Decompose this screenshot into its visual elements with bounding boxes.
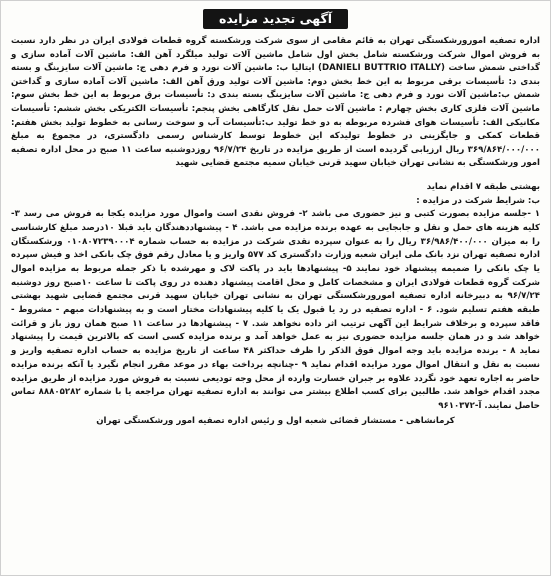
conditions-body: ۱ -جلسه مزایده بصورت کتبی و نیز حضوری می باشد ۲- فروش نقدی است واموال مورد مزایده یکجا به فروش می رسد ۳-کلیه هزینه های حمل و نقل و جابجایی به عهده برنده مزایده می باشد. ۴ - پیشنهاددهندگان باید قبلا ۱۰درصد مبلغ کارشناسی را به میزان ۳۶/۹۸۶/۴۰۰/۰۰۰ ریال را به عنوان سپرده نقدی شرکت در مزایده به حساب شماره ۰۱۰۸۰۷۲۳۹۰۰۰۴ ورشکستگان اداره تصفیه تهران نزد بانک ملی ایران شعبه وزارت دادگستری کد ۵۷۷ واریز و یا معادل رقم فوق چک بانکی اخذ و فیش سپرده یا چک بانکی را ضمیمه پیشنهاد خود نمایند ۵- پیشنهادها باید در پاکت لاک و مهرشده با ذکر جمله مربوط به مزایده اموال شرکت گروه قطعات فولادی ایران و مشخصات کامل و محل اقامت پیشنهاد دهنده در روی پاکت تا ساعت ۱۰صبح روز دوشنبه ۹۶/۷/۲۴ به دبیرخانه اداره تصفیه امورورشکستگی تهران به نشانی تهران خیابان سهید قرنی مجتمع قضایی شهید بهشتی طبقه هفتم تسلیم شود. ۶ - اداره تصفیه در رد یا قبول یک یا کلیه پیشنهادات مختار است و به پیشنهادات مبهم - مشروط - فاقد سپرده و برخلاف شرایط این آگهی ترتیب اثر داده نخواهد شد. ۷ - پیشنهادها در ساعت ۱۱ صبح همان روز باز و قرائت خواهد شد و در همان جلسه مزایده حضوری نیز به عمل خواهد آمد و برنده مزایده کسی است که بالاترین قیمت را پیشنهاد نماید ۸ - برنده مزایده باید وجه اموال فوق الذکر را ظرف حداکثر ۴۸ ساعت از تاریخ مزایده به حساب اداره تصفیه واریز و نسبت به نقل و انتقال اموال مورد مزایده اقدام نماید ۹ -چنانچه برداخت بهاء در موعد مقرر انجام نگیرد یا آنکه برنده مزایده حاضر به اجاره تعهد خود نگردد علاوه بر جبران خسارت وارده از محل وجه تودیعی نسبت به فروش مورد مزایده از طریق مزایده مجدد اقدام خواهد شد. طالبین برای کسب اطلاع بیشتر می توانند به اداره تصفیه تهران مراجعه یا با شماره ۸۸۸۰۵۲۸۲ تماس حاصل نمایند. آ-۹۶۱۰۳۷۲ [11,209,541,411]
notice-header [11,8,540,29]
notice-intro-paragraph: اداره تصفیه امورورشکستگی تهران به قائم مقامی از سوی شرکت ورشکسته گروه قطعات فولادی ایران در نظر دارد نسبت به فروش اموال شرکت ورشکسته شامل بخش اول شامل ماشین آلات تولید میلگرد آهن الف: ماشین آلات آماده سازی و گداختی شمش ساخت (DANIELI BUTTRIO ITALLY) ایتالیا ب: ماشین آلات نورد و فرم دهی ج: ماشین آلات سایزینگ و بسته بندی د: تأسیسات برقی مربوط به این خط بخش دوم: ماشین آلات تولید ورق آهن الف: ماشین آلات آماده سازی و گداختن شمش ب:ماشین آلات نورد و فرم دهی ج: ماشین آلات سایزینگ بسته بندی د: تأسیسات برق مربوط به این خط بخش سوم: ماشین آلات فلزی کاری بخش چهارم : ماشین آلات حمل نقل کارگاهی بخش پنجم: تأسیسات الکتریکی بخش ششم: تأسیسات مکانیکی الف: تأسیسات هوای فشرده مربوطه به دو خط تولید ب:تأسیسات آب و سوخت رسانی به خطوط تولید بخش هفتم: قطعات کمکی و جایگزینی در خطوط تولیدکه این خطوط توسط کارشناس رسمی دادگستری، در مجموع به مبلغ ۳۶۹/۸۶۴/۰۰۰/۰۰۰ ریال ارزیابی گردیده است از طریق مزایده در تاریخ ۹۶/۷/۲۴ روزدوشنبه ساعت ۱۱ صبح در محل اداره تصفیه امور ورشکستگی به نشانی تهران خیابان سهید قرنی خیابان سمیه مجتمع قضایی شهید [11,36,541,169]
notice-footer [11,415,540,429]
conditions-heading: ب: شرایط شرکت در مزایده : [416,195,540,206]
notice-intro-end: بهشتی طبقه ۷ اقدام نماید [426,181,540,192]
notice-title: آگهی تجدید مزایده [203,9,348,29]
signature-line: کرمانشاهی - مستشار قضائی شعبه اول و رئیس اداره تصفیه امور ورشکستگی تهران [96,415,455,426]
section-spacer [11,171,540,181]
